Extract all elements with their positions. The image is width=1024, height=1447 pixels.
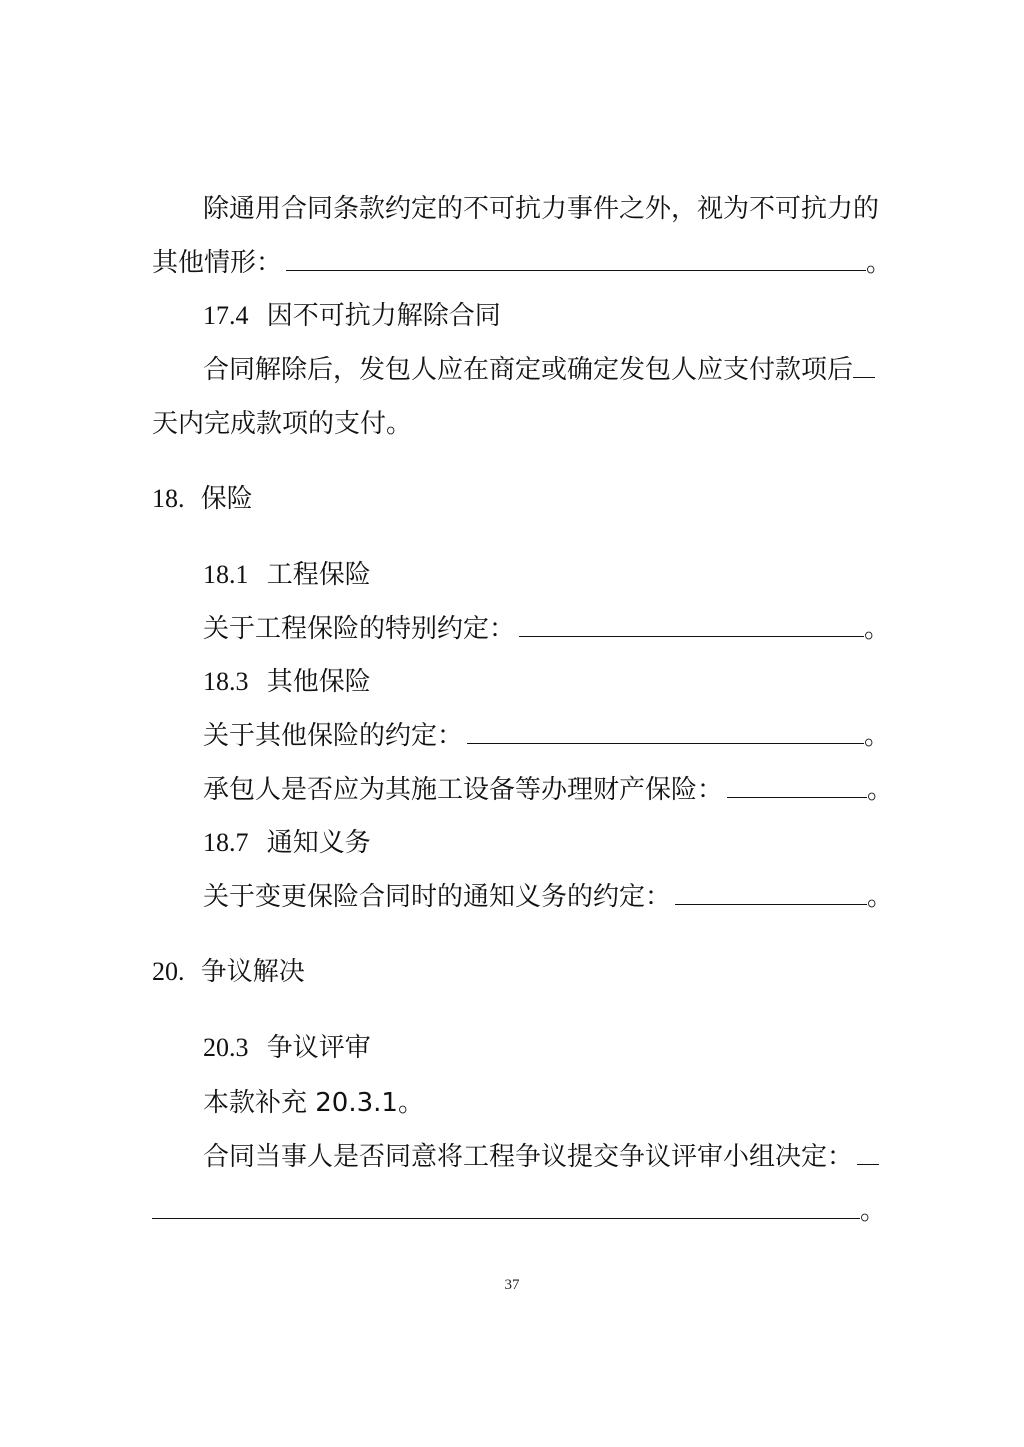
clause-20-3-heading <box>203 1030 371 1066</box>
force-majeure-other-cases-line2 <box>152 245 892 281</box>
end-mark: 。 <box>864 614 891 644</box>
clause-title: 因不可抗力解除合同 <box>266 301 501 331</box>
paragraph-text: 本款补充 20.3.1。 <box>203 1088 424 1118</box>
paragraph-text: 关于工程保险的特别约定： <box>203 614 516 644</box>
fill-in-blank[interactable] <box>519 612 864 637</box>
paragraph-text: 合同当事人是否同意将工程争议提交争议评审小组决定： <box>203 1142 854 1172</box>
fill-in-blank[interactable] <box>675 880 867 905</box>
clause-number: 17.4 <box>203 301 249 330</box>
other-insurance-agreement <box>203 718 890 754</box>
clause-number: 18.3 <box>203 667 249 696</box>
section-title: 争议解决 <box>200 957 305 987</box>
fill-in-blank[interactable] <box>727 773 867 798</box>
clause-number: 20.3 <box>203 1033 249 1062</box>
page-number: 37 <box>504 1277 520 1293</box>
clause-number: 18.1 <box>203 560 249 589</box>
end-mark: 。 <box>860 1196 887 1226</box>
section-title: 保险 <box>200 484 253 514</box>
section-20-heading <box>152 954 305 990</box>
section-number: 18. <box>152 484 185 513</box>
section-number: 20. <box>152 957 185 986</box>
force-majeure-other-cases-line1 <box>203 191 879 227</box>
supplement-note <box>203 1085 424 1121</box>
end-mark: 。 <box>867 775 894 805</box>
notice-obligation-agreement <box>203 879 893 915</box>
end-mark: 。 <box>867 882 894 912</box>
clause-title: 其他保险 <box>266 667 371 697</box>
dispute-review-consent-line1 <box>203 1139 879 1175</box>
fill-in-blank[interactable] <box>467 719 864 744</box>
paragraph-text: 合同解除后，发包人应在商定或确定发包人应支付款项后 <box>203 355 854 385</box>
fill-in-blank-days[interactable] <box>853 353 875 378</box>
force-majeure-payment-line2 <box>152 406 412 442</box>
paragraph-text: 承包人是否应为其施工设备等办理财产保险： <box>203 775 724 805</box>
clause-number: 18.7 <box>203 828 249 857</box>
fill-in-blank[interactable] <box>286 246 866 271</box>
force-majeure-payment-line1 <box>203 352 875 388</box>
clause-17-4-heading <box>203 298 501 334</box>
fill-in-blank[interactable] <box>152 1194 860 1219</box>
end-mark: 。 <box>864 721 891 751</box>
paragraph-text: 关于变更保险合同时的通知义务的约定： <box>203 882 672 912</box>
clause-title: 通知义务 <box>266 828 371 858</box>
section-18-heading <box>152 481 253 517</box>
end-mark: 。 <box>866 248 893 278</box>
property-insurance-question <box>203 772 893 808</box>
clause-title: 争议评审 <box>266 1033 371 1063</box>
clause-title: 工程保险 <box>266 560 371 590</box>
engineering-insurance-agreement <box>203 611 890 647</box>
paragraph-text: 关于其他保险的约定： <box>203 721 464 751</box>
clause-18-3-heading <box>203 664 371 700</box>
fill-in-blank[interactable] <box>857 1140 879 1165</box>
clause-18-7-heading <box>203 825 371 861</box>
paragraph-text: 天内完成款项的支付。 <box>152 409 413 439</box>
paragraph-text: 除通用合同条款约定的不可抗力事件之外，视为不可抗力的 <box>203 194 880 224</box>
clause-18-1-heading <box>203 557 371 593</box>
paragraph-text: 其他情形： <box>152 248 283 278</box>
dispute-review-consent-line2 <box>152 1193 886 1229</box>
